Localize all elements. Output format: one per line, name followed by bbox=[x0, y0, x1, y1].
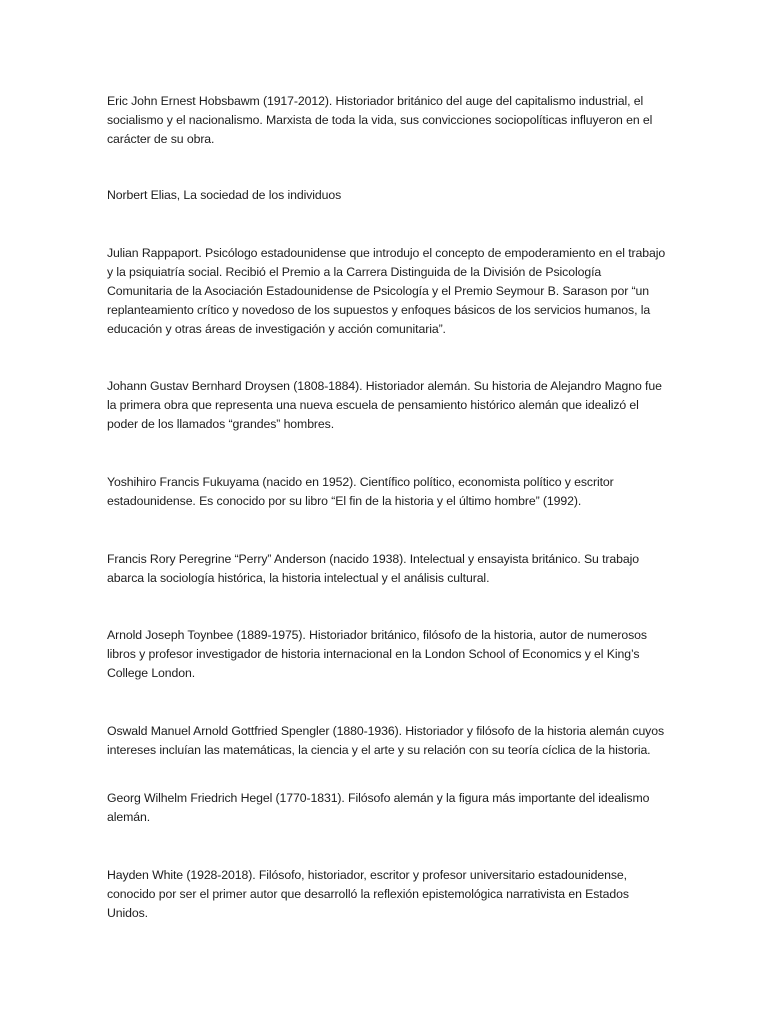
paragraph-elias: Norbert Elias, La sociedad de los individuos bbox=[107, 188, 342, 202]
paragraph-fukuyama: Yoshihiro Francis Fukuyama (nacido en 1952). Científico político, economista político y escritor estadounidense. Es conocido por su libro “El fin de la historia y el último hombre” (1992). bbox=[107, 475, 614, 508]
paragraph-hegel: Georg Wilhelm Friedrich Hegel (1770-1831). Filósofo alemán y la figura más importante del idealismo alemán. bbox=[107, 791, 650, 824]
paragraph-toynbee: Arnold Joseph Toynbee (1889-1975). Historiador británico, filósofo de la historia, autor de numerosos libros y profesor investigador de historia internacional en la London School of Economics y el King’s College London. bbox=[107, 628, 647, 680]
paragraph-droysen: Johann Gustav Bernhard Droysen (1808-1884). Historiador alemán. Su historia de Alejandro Magno fue la primera obra que representa una nueva escuela de pensamiento histórico alemán que idealizó el poder de los llamados “grandes” hombres. bbox=[107, 379, 662, 431]
paragraph-anderson: Francis Rory Peregrine “Perry” Anderson (nacido 1938). Intelectual y ensayista británico. Su trabajo abarca la sociología histórica, la historia intelectual y el análisis cultural. bbox=[107, 552, 640, 585]
paragraph-spengler: Oswald Manuel Arnold Gottfried Spengler (1880-1936). Historiador y filósofo de la historia alemán cuyos intereses incluían las matemáticas, la ciencia y el arte y su relación con su teoría cíclica de la historia. bbox=[107, 724, 665, 757]
paragraph-hobsbawm: Eric John Ernest Hobsbawm (1917-2012). Historiador británico del auge del capitalismo industrial, el socialismo y el nacionalismo. Marxista de toda la vida, sus convicciones sociopolíticas influyeron en el carácter de su obra. bbox=[107, 94, 653, 146]
paragraph-white: Hayden White (1928-2018). Filósofo, historiador, escritor y profesor universitario estadounidense, conocido por ser el primer autor que desarrolló la reflexión epistemológica narrativista en Estados Unidos. bbox=[107, 868, 629, 920]
paragraph-rappaport: Julian Rappaport. Psicólogo estadounidense que introdujo el concepto de empoderamiento en el trabajo y la psiquiatría social. Recibió el Premio a la Carrera Distinguida de la División de Psicología Comunitaria de la Asociación Estadounidense de Psicología y el Premio Seymour B. Sarason por “un replanteamiento crítico y novedoso de los supuestos y enfoques básicos de los servicios humanos, la educación y otras áreas de investigación y acción comunitaria”. bbox=[107, 246, 666, 336]
